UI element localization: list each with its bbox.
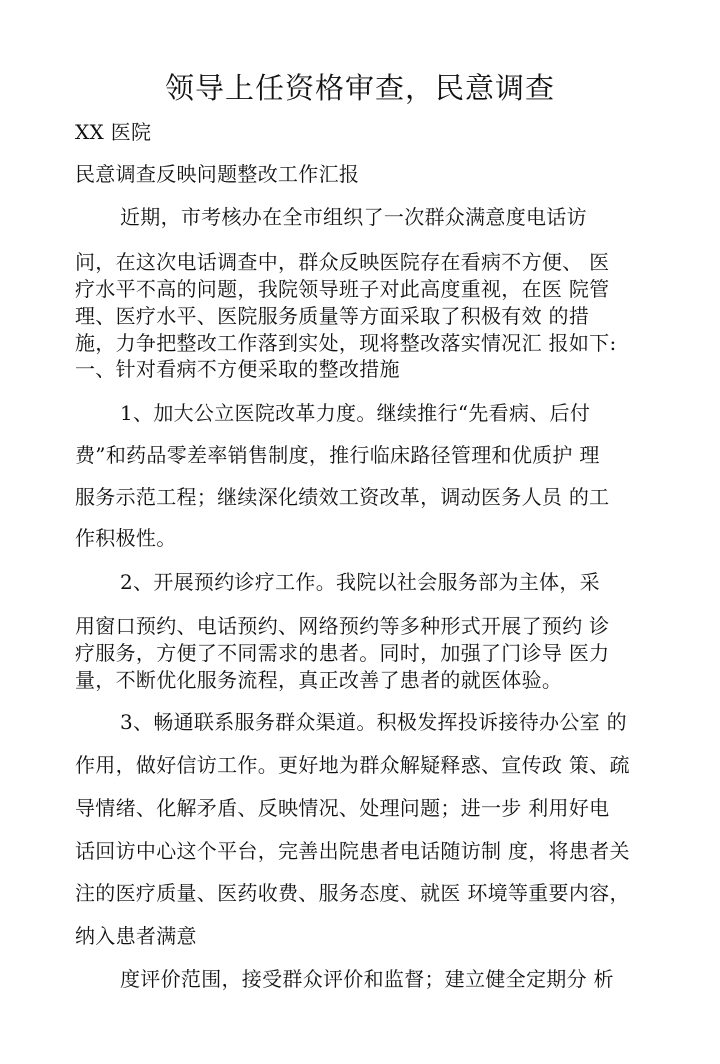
paragraph-line: 纳入患者满意 (75, 924, 197, 948)
paragraph-line: 作积极性。 (75, 526, 177, 550)
paragraph-line: 近期，市考核办在全市组织了一次群众满意度电话访 (120, 205, 587, 229)
paragraph-line: 疗水平不高的问题，我院领导班子对此高度重视，在医 院管 (75, 277, 610, 301)
paragraph-line: 量，不断优化服务流程，真正改善了患者的就医体验。 (75, 668, 563, 692)
paragraph-line: 导情绪、化解矛盾、反映情况、处理问题；进一步 利用好电 (75, 796, 610, 820)
paragraph-line: 费”和药品零差率销售制度，推行临床路径管理和优质护 理 (75, 443, 600, 467)
paragraph-line: 疗服务，方便了不同需求的患者。同时，加强了门诊导 医力 (75, 641, 610, 665)
hospital-name: XX 医院 (75, 120, 152, 144)
section-heading: 一、针对看病不方便采取的整改措施 (75, 357, 400, 381)
paragraph-line: 用窗口预约、电话预约、网络预约等多种形式开展了预约 诊 (75, 614, 610, 638)
paragraph-line: 话回访中心这个平台，完善出院患者电话随访制 度，将患者关 (75, 839, 630, 863)
document-title: 领导上任资格审查，民意调查 (164, 71, 555, 105)
paragraph-line: 1、加大公立医院改革力度。继续推行“先看病、后付 (120, 401, 591, 425)
paragraph-line: 注的医疗质量、医药收费、服务态度、就医 环境等重要内容， (75, 881, 630, 905)
paragraph-line: 2、开展预约诊疗工作。我院以社会服务部为主体，采 (120, 570, 600, 594)
paragraph-line: 3、畅通联系服务群众渠道。积极发挥投诉接待办公室 的 (120, 710, 627, 734)
paragraph-line: 服务示范工程；继续深化绩效工资改革，调动医务人员 的工 (75, 485, 610, 509)
paragraph-line: 施，力争把整改工作落到实处，现将整改落实情况汇 报如下: (75, 331, 617, 355)
paragraph-line: 问，在这次电话调查中，群众反映医院存在看病不方便、 医 (75, 250, 610, 274)
paragraph-line: 理、医疗水平、医院服务质量等方面采取了积极有效 的措 (75, 304, 590, 328)
paragraph-line: 度评价范围，接受群众评价和监督；建立健全定期分 析 (120, 967, 614, 991)
report-subtitle: 民意调查反映问题整改工作汇报 (75, 162, 360, 186)
paragraph-line: 作用，做好信访工作。更好地为群众解疑释惑、宣传政 策、疏 (75, 753, 630, 777)
